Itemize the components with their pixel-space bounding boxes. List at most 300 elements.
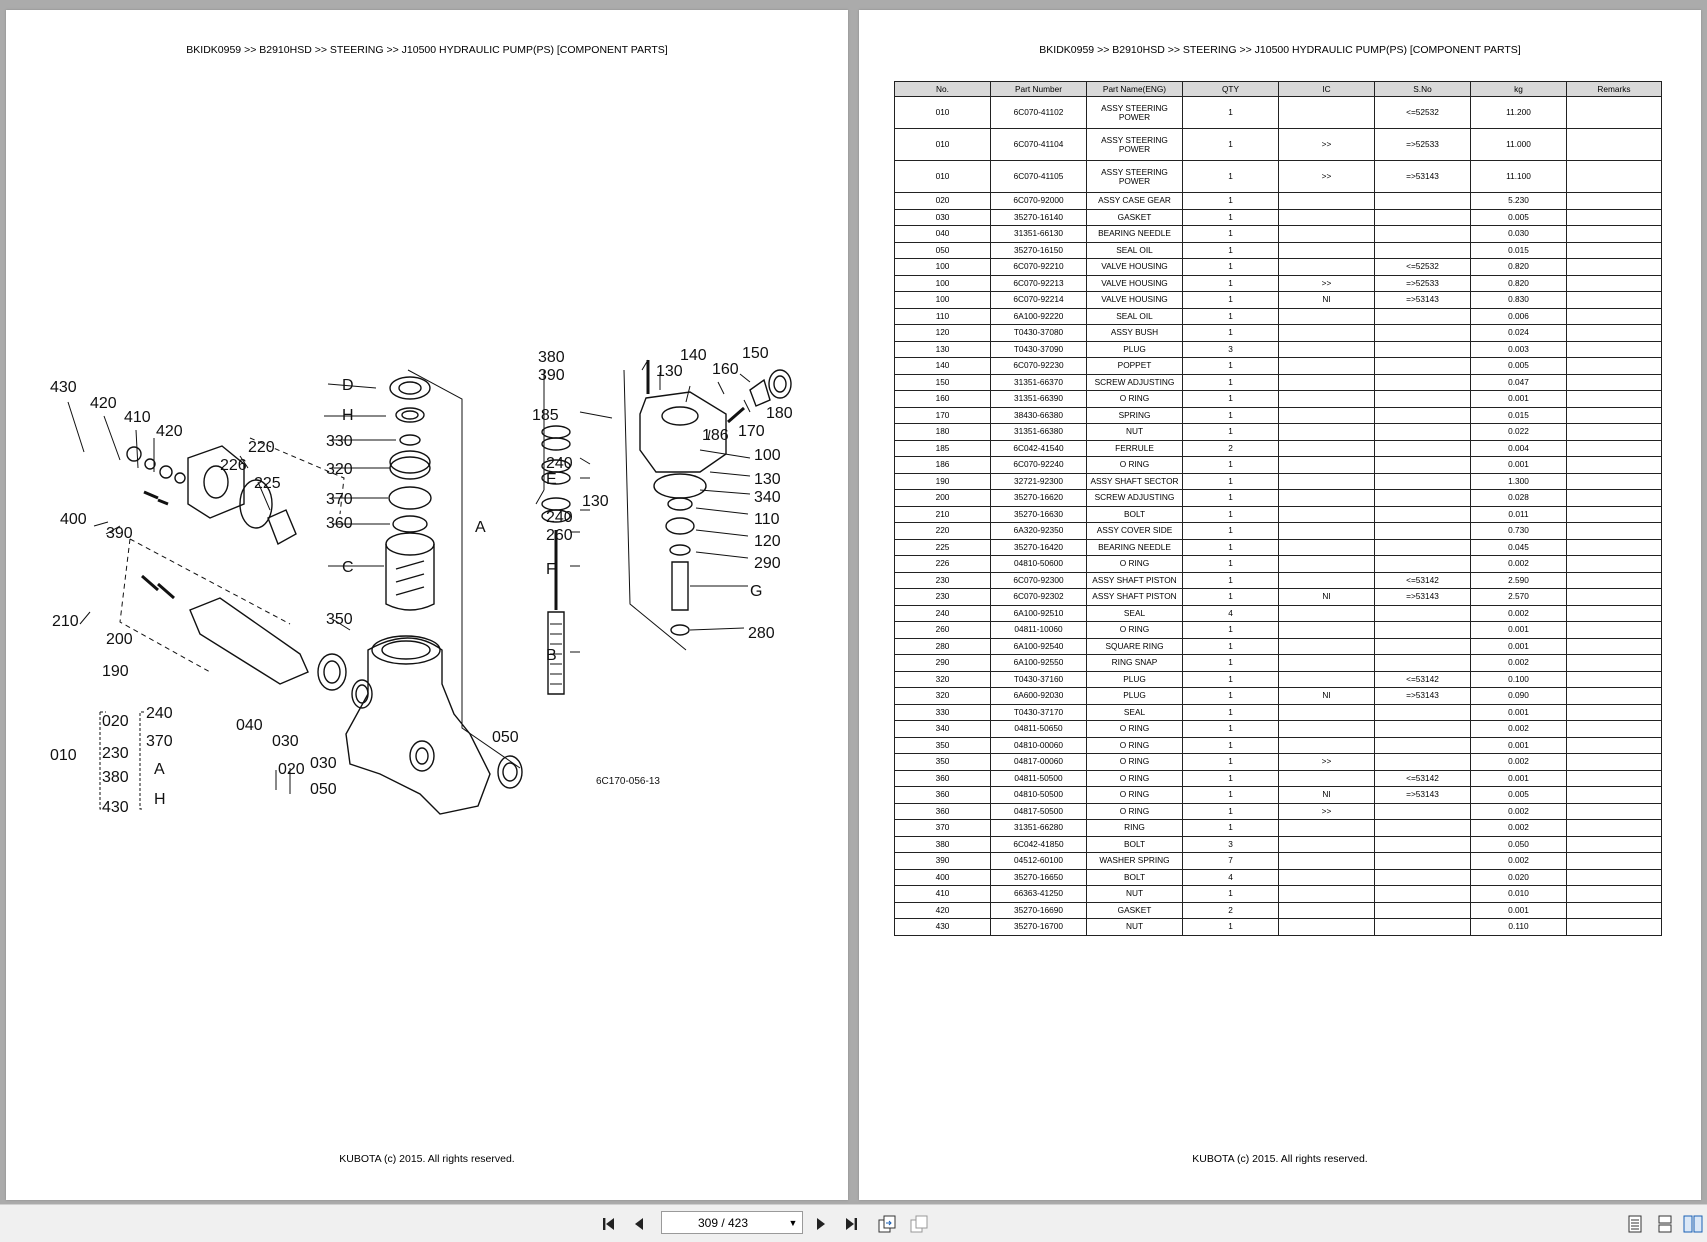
table-cell: FERRULE <box>1087 440 1183 457</box>
table-cell: WASHER SPRING <box>1087 853 1183 870</box>
table-cell <box>1279 407 1375 424</box>
table-cell: 0.024 <box>1471 325 1567 342</box>
svg-text:360: 360 <box>326 515 353 532</box>
table-cell: 04817-50500 <box>991 803 1087 820</box>
svg-text:E: E <box>546 471 557 488</box>
table-cell: T0430-37160 <box>991 671 1087 688</box>
table-cell <box>1567 209 1662 226</box>
svg-text:200: 200 <box>106 631 133 648</box>
table-cell: 1 <box>1183 754 1279 771</box>
table-cell: 0.050 <box>1471 836 1567 853</box>
svg-text:225: 225 <box>254 475 281 492</box>
svg-text:040: 040 <box>236 717 263 734</box>
table-cell: 340 <box>895 721 991 738</box>
table-cell: O RING <box>1087 556 1183 573</box>
table-cell: <=52532 <box>1375 97 1471 129</box>
table-row <box>895 341 1662 358</box>
table-cell <box>1375 638 1471 655</box>
table-cell <box>1279 886 1375 903</box>
table-row <box>895 424 1662 441</box>
svg-text:240: 240 <box>546 509 573 526</box>
table-cell: 1 <box>1183 129 1279 161</box>
svg-text:390: 390 <box>538 367 565 384</box>
table-row <box>895 853 1662 870</box>
table-row <box>895 589 1662 606</box>
table-cell: 100 <box>895 275 991 292</box>
table-cell: BOLT <box>1087 836 1183 853</box>
table-cell: >> <box>1279 803 1375 820</box>
table-cell: SEAL OIL <box>1087 308 1183 325</box>
table-cell: T0430-37170 <box>991 704 1087 721</box>
column-header: IC <box>1279 82 1375 97</box>
table-cell: 1 <box>1183 506 1279 523</box>
svg-text:B: B <box>546 647 557 664</box>
table-cell: GASKET <box>1087 902 1183 919</box>
table-cell: NUT <box>1087 424 1183 441</box>
table-cell: 32721-92300 <box>991 473 1087 490</box>
table-cell: BOLT <box>1087 506 1183 523</box>
table-cell: 0.001 <box>1471 704 1567 721</box>
left-page <box>6 10 848 1200</box>
table-cell <box>1279 325 1375 342</box>
table-row <box>895 242 1662 259</box>
table-cell: 1 <box>1183 259 1279 276</box>
table-cell: 5.230 <box>1471 193 1567 210</box>
table-cell: RING SNAP <box>1087 655 1183 672</box>
table-cell <box>1375 836 1471 853</box>
table-cell: O RING <box>1087 391 1183 408</box>
table-cell: NI <box>1279 292 1375 309</box>
table-cell: <=53142 <box>1375 572 1471 589</box>
table-cell: 0.001 <box>1471 770 1567 787</box>
table-header-row <box>895 82 1662 97</box>
table-cell <box>1567 572 1662 589</box>
table-cell: 0.002 <box>1471 556 1567 573</box>
table-row <box>895 803 1662 820</box>
table-cell: ASSY COVER SIDE <box>1087 523 1183 540</box>
continuous-icon[interactable] <box>876 1213 898 1235</box>
table-cell: 0.004 <box>1471 440 1567 457</box>
svg-text:420: 420 <box>90 395 117 412</box>
table-row <box>895 440 1662 457</box>
table-cell: 410 <box>895 886 991 903</box>
table-cell: 030 <box>895 209 991 226</box>
table-cell <box>1567 539 1662 556</box>
table-cell <box>1279 539 1375 556</box>
svg-text:420: 420 <box>156 423 183 440</box>
table-row <box>895 754 1662 771</box>
svg-text:380: 380 <box>538 349 565 366</box>
table-cell <box>1567 242 1662 259</box>
svg-text:F: F <box>546 561 556 578</box>
two-page-view-icon[interactable] <box>1654 1213 1676 1235</box>
svg-text:240: 240 <box>146 705 173 722</box>
table-cell: 050 <box>895 242 991 259</box>
table-cell: 6A320-92350 <box>991 523 1087 540</box>
table-cell <box>1279 424 1375 441</box>
table-cell <box>1567 506 1662 523</box>
table-cell: 360 <box>895 787 991 804</box>
table-cell: 1 <box>1183 407 1279 424</box>
table-cell: 6A600-92030 <box>991 688 1087 705</box>
table-row <box>895 671 1662 688</box>
table-row <box>895 374 1662 391</box>
svg-text:160: 160 <box>712 361 739 378</box>
table-row <box>895 622 1662 639</box>
table-cell: 1 <box>1183 490 1279 507</box>
svg-text:340: 340 <box>754 489 781 506</box>
table-cell: 430 <box>895 919 991 936</box>
table-cell: GASKET <box>1087 209 1183 226</box>
table-cell <box>1567 836 1662 853</box>
table-cell: 1 <box>1183 193 1279 210</box>
table-cell: 1 <box>1183 209 1279 226</box>
table-cell <box>1567 275 1662 292</box>
table-cell: 0.100 <box>1471 671 1567 688</box>
table-cell: 350 <box>895 737 991 754</box>
table-cell: 170 <box>895 407 991 424</box>
table-cell: 2.590 <box>1471 572 1567 589</box>
table-row <box>895 473 1662 490</box>
svg-text:020: 020 <box>102 713 129 730</box>
table-cell <box>1279 358 1375 375</box>
book-view-icon[interactable] <box>1682 1213 1704 1235</box>
table-cell <box>1279 820 1375 837</box>
svg-text:150: 150 <box>742 345 769 362</box>
table-cell: SCREW ADJUSTING <box>1087 490 1183 507</box>
table-cell: 6C070-92213 <box>991 275 1087 292</box>
table-cell <box>1567 886 1662 903</box>
table-cell: 400 <box>895 869 991 886</box>
svg-text:430: 430 <box>102 799 129 816</box>
table-cell: <=53142 <box>1375 671 1471 688</box>
table-cell <box>1567 853 1662 870</box>
table-cell <box>1567 424 1662 441</box>
table-row <box>895 539 1662 556</box>
table-cell: VALVE HOUSING <box>1087 275 1183 292</box>
table-cell: 280 <box>895 638 991 655</box>
table-cell <box>1375 655 1471 672</box>
table-cell <box>1279 209 1375 226</box>
table-cell: 1 <box>1183 292 1279 309</box>
table-cell: =>52533 <box>1375 275 1471 292</box>
table-cell: SEAL <box>1087 605 1183 622</box>
table-cell: 0.047 <box>1471 374 1567 391</box>
table-row <box>895 325 1662 342</box>
footer-copyright: KUBOTA (c) 2015. All rights reserved. <box>1192 1153 1368 1165</box>
table-cell: 010 <box>895 161 991 193</box>
table-cell: O RING <box>1087 770 1183 787</box>
table-cell <box>1279 605 1375 622</box>
table-cell: 160 <box>895 391 991 408</box>
table-cell: >> <box>1279 161 1375 193</box>
table-cell: 38430-66380 <box>991 407 1087 424</box>
drawing-number: 6C170-056-13 <box>596 776 660 787</box>
svg-text:390: 390 <box>106 525 133 542</box>
table-cell <box>1279 506 1375 523</box>
svg-text:220: 220 <box>248 439 275 456</box>
table-cell <box>1567 292 1662 309</box>
table-cell: O RING <box>1087 737 1183 754</box>
table-cell: 3 <box>1183 341 1279 358</box>
table-cell: 0.002 <box>1471 721 1567 738</box>
table-cell: 0.001 <box>1471 737 1567 754</box>
table-cell: SCREW ADJUSTING <box>1087 374 1183 391</box>
table-cell: 360 <box>895 770 991 787</box>
table-cell <box>1567 704 1662 721</box>
table-cell <box>1279 869 1375 886</box>
table-cell <box>1567 259 1662 276</box>
table-cell <box>1375 605 1471 622</box>
table-cell: O RING <box>1087 787 1183 804</box>
table-row <box>895 226 1662 243</box>
table-cell: O RING <box>1087 803 1183 820</box>
table-cell: 1 <box>1183 457 1279 474</box>
table-cell: 010 <box>895 129 991 161</box>
table-cell <box>1279 473 1375 490</box>
table-cell: 0.022 <box>1471 424 1567 441</box>
table-cell <box>1567 605 1662 622</box>
table-cell: 225 <box>895 539 991 556</box>
table-cell <box>1375 341 1471 358</box>
table-cell <box>1567 671 1662 688</box>
table-cell <box>1375 869 1471 886</box>
viewer-toolbar <box>0 1204 1707 1242</box>
table-row <box>895 836 1662 853</box>
svg-text:185: 185 <box>532 407 559 424</box>
table-cell: 330 <box>895 704 991 721</box>
table-row <box>895 407 1662 424</box>
svg-text:010: 010 <box>50 747 77 764</box>
table-cell: 31351-66280 <box>991 820 1087 837</box>
column-header: No. <box>895 82 991 97</box>
table-cell: VALVE HOUSING <box>1087 292 1183 309</box>
table-row <box>895 721 1662 738</box>
table-cell: 35270-16150 <box>991 242 1087 259</box>
table-cell <box>1567 589 1662 606</box>
table-cell: =>52533 <box>1375 129 1471 161</box>
table-row <box>895 292 1662 309</box>
table-cell: 0.010 <box>1471 886 1567 903</box>
table-cell <box>1567 919 1662 936</box>
table-cell: =>53143 <box>1375 292 1471 309</box>
table-cell: 0.001 <box>1471 622 1567 639</box>
svg-text:H: H <box>342 407 354 424</box>
table-cell: 7 <box>1183 853 1279 870</box>
table-cell: 1.300 <box>1471 473 1567 490</box>
table-cell <box>1567 374 1662 391</box>
next-page-icon[interactable] <box>810 1213 832 1235</box>
table-cell <box>1279 490 1375 507</box>
table-cell: 11.200 <box>1471 97 1567 129</box>
table-cell: 4 <box>1183 869 1279 886</box>
svg-text:A: A <box>154 761 165 778</box>
table-cell: 1 <box>1183 737 1279 754</box>
table-cell <box>1279 622 1375 639</box>
table-cell <box>1567 407 1662 424</box>
prev-page-icon[interactable] <box>628 1213 650 1235</box>
table-cell: 1 <box>1183 242 1279 259</box>
table-cell: 6C070-92210 <box>991 259 1087 276</box>
single-page-view-icon[interactable] <box>1624 1213 1646 1235</box>
table-cell <box>1279 638 1375 655</box>
table-cell: 1 <box>1183 97 1279 129</box>
table-cell: 2.570 <box>1471 589 1567 606</box>
table-cell: 6C070-41102 <box>991 97 1087 129</box>
table-cell: 6C070-92000 <box>991 193 1087 210</box>
table-cell: 0.002 <box>1471 853 1567 870</box>
page-number-field[interactable] <box>661 1211 803 1234</box>
table-cell <box>1375 308 1471 325</box>
table-cell: 0.002 <box>1471 754 1567 771</box>
table-cell: 1 <box>1183 638 1279 655</box>
table-cell: 1 <box>1183 391 1279 408</box>
table-cell: 1 <box>1183 473 1279 490</box>
table-cell <box>1279 770 1375 787</box>
table-cell: 6A100-92550 <box>991 655 1087 672</box>
table-row <box>895 506 1662 523</box>
table-row <box>895 161 1662 193</box>
table-cell: 1 <box>1183 556 1279 573</box>
column-header: kg <box>1471 82 1567 97</box>
table-cell <box>1567 325 1662 342</box>
svg-text:180: 180 <box>766 405 793 422</box>
svg-text:030: 030 <box>272 733 299 750</box>
table-cell: NI <box>1279 688 1375 705</box>
table-cell: 260 <box>895 622 991 639</box>
right-page <box>859 10 1701 1200</box>
table-row <box>895 209 1662 226</box>
table-cell <box>1279 655 1375 672</box>
table-cell <box>1567 787 1662 804</box>
table-cell: 1 <box>1183 671 1279 688</box>
table-row <box>895 358 1662 375</box>
table-cell <box>1279 919 1375 936</box>
svg-text:020: 020 <box>278 761 305 778</box>
table-cell: 1 <box>1183 308 1279 325</box>
table-cell <box>1567 523 1662 540</box>
table-row <box>895 259 1662 276</box>
parts-table <box>894 81 1662 936</box>
svg-text:400: 400 <box>60 511 87 528</box>
table-cell: 35270-16630 <box>991 506 1087 523</box>
table-cell: 100 <box>895 259 991 276</box>
table-cell: SQUARE RING <box>1087 638 1183 655</box>
table-cell: ASSY SHAFT PISTON <box>1087 589 1183 606</box>
table-row <box>895 308 1662 325</box>
svg-text:320: 320 <box>326 461 353 478</box>
table-cell <box>1375 737 1471 754</box>
table-cell: 1 <box>1183 374 1279 391</box>
table-row <box>895 523 1662 540</box>
table-cell: 6A100-92540 <box>991 638 1087 655</box>
table-cell: O RING <box>1087 457 1183 474</box>
svg-text:280: 280 <box>748 625 775 642</box>
svg-text:030: 030 <box>310 755 337 772</box>
table-cell: 6C070-41104 <box>991 129 1087 161</box>
table-cell: 35270-16650 <box>991 869 1087 886</box>
column-header: S.No <box>1375 82 1471 97</box>
table-cell <box>1375 556 1471 573</box>
table-cell: 04817-00060 <box>991 754 1087 771</box>
table-cell: 230 <box>895 589 991 606</box>
svg-text:050: 050 <box>310 781 337 798</box>
table-cell: 0.820 <box>1471 259 1567 276</box>
table-cell <box>1279 259 1375 276</box>
table-row <box>895 457 1662 474</box>
svg-text:190: 190 <box>102 663 129 680</box>
first-page-icon[interactable] <box>598 1213 620 1235</box>
table-cell <box>1567 803 1662 820</box>
table-row <box>895 688 1662 705</box>
table-cell: 0.006 <box>1471 308 1567 325</box>
table-cell <box>1567 869 1662 886</box>
table-cell: 130 <box>895 341 991 358</box>
table-cell: 1 <box>1183 539 1279 556</box>
table-cell: 35270-16700 <box>991 919 1087 936</box>
table-cell: T0430-37090 <box>991 341 1087 358</box>
table-cell <box>1279 193 1375 210</box>
table-cell <box>1279 97 1375 129</box>
table-row <box>895 704 1662 721</box>
table-cell: 1 <box>1183 572 1279 589</box>
chevron-down-icon[interactable]: ▼ <box>788 1217 798 1228</box>
table-cell: 1 <box>1183 704 1279 721</box>
table-cell <box>1375 622 1471 639</box>
table-cell <box>1375 523 1471 540</box>
table-cell <box>1279 226 1375 243</box>
table-cell <box>1375 754 1471 771</box>
table-row <box>895 638 1662 655</box>
table-cell: ASSY BUSH <box>1087 325 1183 342</box>
table-row <box>895 770 1662 787</box>
table-cell: ASSY SHAFT PISTON <box>1087 572 1183 589</box>
last-page-icon[interactable] <box>840 1213 862 1235</box>
table-cell <box>1375 193 1471 210</box>
table-cell: 220 <box>895 523 991 540</box>
table-cell: O RING <box>1087 754 1183 771</box>
table-cell: 6C070-41105 <box>991 161 1087 193</box>
table-cell <box>1279 902 1375 919</box>
table-cell: 1 <box>1183 886 1279 903</box>
svg-text:100: 100 <box>754 447 781 464</box>
table-cell: 04512-60100 <box>991 853 1087 870</box>
table-cell: 186 <box>895 457 991 474</box>
table-cell: 04811-50650 <box>991 721 1087 738</box>
svg-text:C: C <box>342 559 354 576</box>
table-cell: 1 <box>1183 803 1279 820</box>
table-cell <box>1279 836 1375 853</box>
table-row <box>895 605 1662 622</box>
table-cell <box>1567 358 1662 375</box>
table-cell <box>1567 490 1662 507</box>
table-cell: 6A100-92220 <box>991 308 1087 325</box>
table-cell: 370 <box>895 820 991 837</box>
table-cell: 35270-16140 <box>991 209 1087 226</box>
table-cell: 1 <box>1183 770 1279 787</box>
table-cell <box>1375 209 1471 226</box>
table-cell <box>1567 97 1662 129</box>
table-cell <box>1375 325 1471 342</box>
table-cell <box>1375 902 1471 919</box>
table-cell <box>1375 919 1471 936</box>
table-cell: 1 <box>1183 325 1279 342</box>
table-cell: PLUG <box>1087 688 1183 705</box>
facing-icon[interactable] <box>908 1213 930 1235</box>
table-cell: ASSY STEERING POWER <box>1087 161 1183 193</box>
table-cell <box>1375 853 1471 870</box>
table-cell: 0.002 <box>1471 803 1567 820</box>
